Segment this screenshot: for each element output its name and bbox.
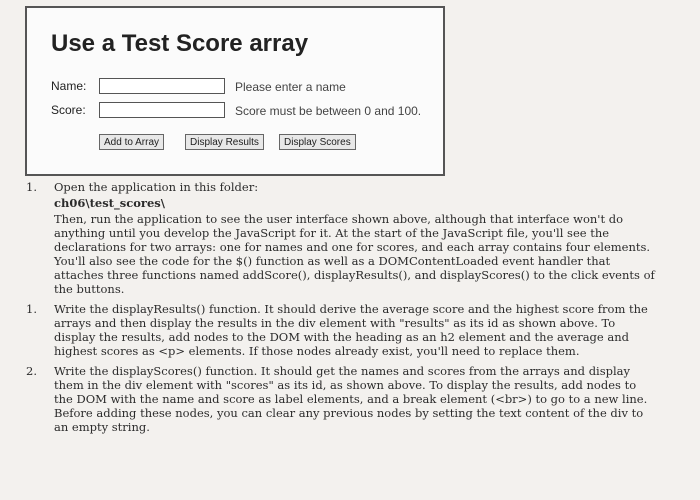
instruction-item <box>18 364 658 434</box>
score-label: Score: <box>51 103 86 117</box>
name-input[interactable] <box>99 78 225 94</box>
item-number: 1. <box>26 302 37 316</box>
page-title: Use a Test Score array <box>51 30 309 57</box>
add-to-array-button[interactable]: Add to Array <box>99 134 164 150</box>
name-row <box>51 78 431 98</box>
display-results-button[interactable]: Display Results <box>185 134 264 150</box>
item-number: 2. <box>26 364 37 378</box>
display-scores-button[interactable]: Display Scores <box>279 134 356 150</box>
instructions <box>18 180 658 434</box>
instruction-item <box>18 302 658 358</box>
app-screenshot <box>25 6 445 176</box>
score-hint: Score must be between 0 and 100. <box>235 104 422 118</box>
item-number: 1. <box>26 180 37 194</box>
instruction-item <box>18 180 658 296</box>
item-body: Then, run the application to see the user interface shown above, although that interface won't do anything until you develop the JavaScript for it. At the start of the JavaScript file, you'll see the declarations for two arrays: one for names and one for scores, and each array contains four elements. You'll also see the code for the $() function as well as a DOMContentLoaded event handler that attaches three functions named addScore(), displayResults(), and displayScores() to the click events of the buttons. <box>54 212 655 296</box>
item-body: Write the displayResults() function. It should derive the average score and the highest score from the arrays and then display the results in the div element with "results" as its id as shown above. To display the results, add nodes to the DOM with the heading as an h2 element and the average and highest scores as <p> elements. If those nodes already exist, you'll need to replace them. <box>54 302 648 358</box>
button-bar <box>99 134 439 152</box>
item-lead: Open the application in this folder: <box>54 180 259 194</box>
folder-path: ch06\test_scores\ <box>54 196 165 210</box>
score-input[interactable] <box>99 102 225 118</box>
name-hint: Please enter a name <box>235 80 346 94</box>
item-body: Write the displayScores() function. It should get the names and scores from the arrays and display them in the div element with "scores" as its id, as shown above. To display the results, add nodes to the DOM with the name and score as label elements, and a break element (<br>) to go to a new line. Before adding these nodes, you can clear any previous nodes by setting the text content of the div to an empty string. <box>54 364 648 434</box>
score-row <box>51 102 431 122</box>
name-label: Name: <box>51 79 87 93</box>
